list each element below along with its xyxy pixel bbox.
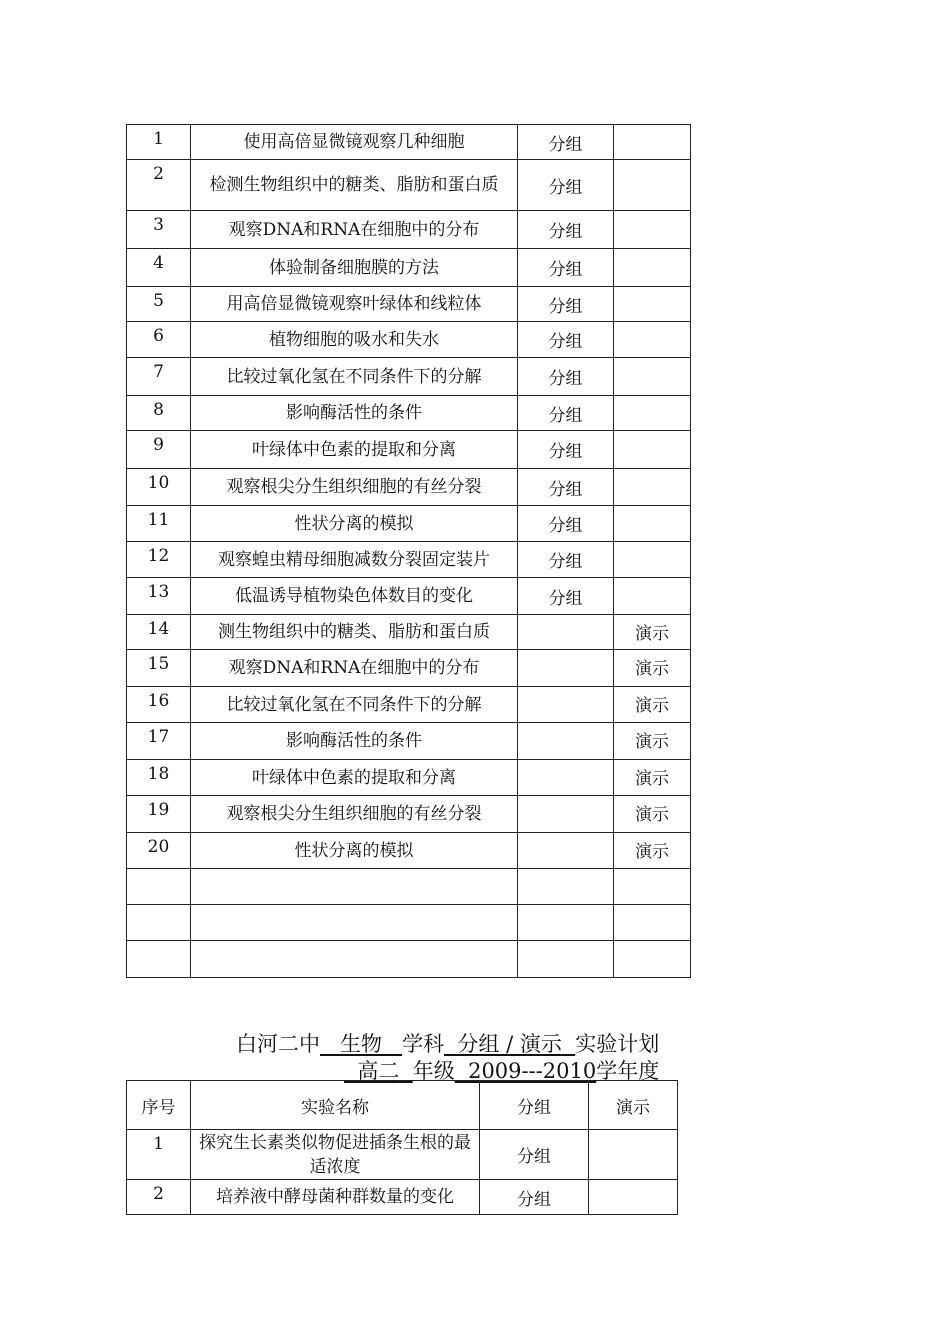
- group-mark: [518, 941, 614, 978]
- demo-mark: [589, 1180, 678, 1215]
- type-value: 分组 / 演示: [457, 1032, 562, 1056]
- demo-mark: [614, 211, 691, 249]
- group-mark: 分组: [480, 1130, 589, 1180]
- group-mark: [518, 833, 614, 869]
- experiment-name: 性状分离的模拟: [191, 506, 518, 542]
- subject-suffix: 学科: [402, 1032, 445, 1056]
- row-number: 1: [127, 125, 191, 160]
- demo-mark: 演示: [614, 760, 691, 796]
- row-number: 19: [127, 796, 191, 833]
- group-mark: [518, 796, 614, 833]
- row-number: 17: [127, 723, 191, 760]
- row-number: 11: [127, 506, 191, 542]
- demo-mark: [614, 578, 691, 615]
- demo-mark: [614, 358, 691, 396]
- row-number: 13: [127, 578, 191, 615]
- experiment-name: 检测生物组织中的糖类、脂肪和蛋白质: [191, 160, 518, 211]
- row-number: 18: [127, 760, 191, 796]
- group-mark: [518, 615, 614, 650]
- group-mark: 分组: [480, 1180, 589, 1215]
- table-row: [127, 833, 691, 869]
- table-row: [127, 469, 691, 506]
- group-mark: 分组: [518, 396, 614, 431]
- experiment-name: 植物细胞的吸水和失水: [191, 322, 518, 358]
- group-mark: [518, 869, 614, 905]
- school-name: 白河二中: [236, 1032, 320, 1056]
- table-row: [127, 249, 691, 287]
- experiment-name: 影响酶活性的条件: [191, 396, 518, 431]
- row-number: 4: [127, 249, 191, 287]
- demo-mark: 演示: [614, 615, 691, 650]
- demo-mark: [614, 542, 691, 578]
- table-row: [127, 723, 691, 760]
- subject-value: 生物: [340, 1032, 383, 1056]
- subject-field: [320, 1032, 402, 1056]
- group-mark: 分组: [518, 358, 614, 396]
- table-row: [127, 322, 691, 358]
- plan-title: [236, 1028, 659, 1058]
- experiment-name: 叶绿体中色素的提取和分离: [191, 760, 518, 796]
- row-number: 2: [127, 160, 191, 211]
- group-mark: [518, 723, 614, 760]
- row-number: 1: [127, 1130, 191, 1180]
- demo-mark: 演示: [614, 687, 691, 723]
- group-mark: 分组: [518, 506, 614, 542]
- group-mark: 分组: [518, 322, 614, 358]
- experiment-name: 培养液中酵母菌种群数量的变化: [191, 1180, 480, 1215]
- group-mark: 分组: [518, 211, 614, 249]
- table-row: [127, 615, 691, 650]
- table-row: [127, 578, 691, 615]
- row-number: 14: [127, 615, 191, 650]
- row-number: 16: [127, 687, 191, 723]
- group-mark: 分组: [518, 160, 614, 211]
- group-mark: 分组: [518, 469, 614, 506]
- table-row: [127, 905, 691, 941]
- row-number: 5: [127, 287, 191, 322]
- group-mark: 分组: [518, 431, 614, 469]
- table-header-row: [127, 1081, 678, 1130]
- demo-mark: 演示: [614, 650, 691, 687]
- experiment-name: 用高倍显微镜观察叶绿体和线粒体: [191, 287, 518, 322]
- experiment-name: 比较过氧化氢在不同条件下的分解: [191, 687, 518, 723]
- header-group: 分组: [480, 1081, 589, 1130]
- demo-mark: [614, 249, 691, 287]
- demo-mark: [614, 431, 691, 469]
- row-number: 6: [127, 322, 191, 358]
- demo-mark: [614, 941, 691, 978]
- group-mark: [518, 905, 614, 941]
- experiment-name: [191, 941, 518, 978]
- row-number: 15: [127, 650, 191, 687]
- table-row: [127, 687, 691, 723]
- header-no: 序号: [127, 1081, 191, 1130]
- demo-mark: 演示: [614, 796, 691, 833]
- group-mark: 分组: [518, 578, 614, 615]
- row-number: 8: [127, 396, 191, 431]
- demo-mark: [614, 125, 691, 160]
- header-name: 实验名称: [191, 1081, 480, 1130]
- table-row: [127, 125, 691, 160]
- table-row: [127, 358, 691, 396]
- table-row: [127, 396, 691, 431]
- experiment-name: 体验制备细胞膜的方法: [191, 249, 518, 287]
- experiment-name: 探究生长素类似物促进插条生根的最适浓度: [191, 1130, 480, 1180]
- table-row: [127, 1180, 678, 1215]
- experiment-name: 比较过氧化氢在不同条件下的分解: [191, 358, 518, 396]
- row-number: 12: [127, 542, 191, 578]
- group-mark: 分组: [518, 287, 614, 322]
- year-suffix: 学年度: [596, 1059, 660, 1083]
- table-row: [127, 160, 691, 211]
- table-row: [127, 431, 691, 469]
- experiment-name: 叶绿体中色素的提取和分离: [191, 431, 518, 469]
- demo-mark: [614, 905, 691, 941]
- experiment-name: 性状分离的模拟: [191, 833, 518, 869]
- demo-mark: [614, 469, 691, 506]
- group-mark: 分组: [518, 249, 614, 287]
- table-row: [127, 542, 691, 578]
- demo-mark: 演示: [614, 723, 691, 760]
- table-row: [127, 796, 691, 833]
- experiment-table-1: [126, 124, 691, 978]
- type-suffix: 实验计划: [575, 1032, 660, 1056]
- experiment-name: [191, 869, 518, 905]
- row-number: [127, 905, 191, 941]
- table-row: [127, 941, 691, 978]
- table-row: [127, 1130, 678, 1180]
- row-number: 10: [127, 469, 191, 506]
- row-number: 7: [127, 358, 191, 396]
- table-row: [127, 211, 691, 249]
- header-demo: 演示: [589, 1081, 678, 1130]
- type-field: [444, 1032, 575, 1056]
- experiment-name: 低温诱导植物染色体数目的变化: [191, 578, 518, 615]
- group-mark: [518, 760, 614, 796]
- row-number: 2: [127, 1180, 191, 1215]
- experiment-name: 观察DNA和RNA在细胞中的分布: [191, 211, 518, 249]
- experiment-name: [191, 905, 518, 941]
- demo-mark: [614, 869, 691, 905]
- grade-suffix: 年级: [412, 1059, 455, 1083]
- experiment-name: 测生物组织中的糖类、脂肪和蛋白质: [191, 615, 518, 650]
- group-mark: [518, 650, 614, 687]
- row-number: 9: [127, 431, 191, 469]
- table-row: [127, 287, 691, 322]
- table-row: [127, 869, 691, 905]
- row-number: 3: [127, 211, 191, 249]
- year-value: 2009---2010: [468, 1059, 597, 1083]
- table-row: [127, 506, 691, 542]
- demo-mark: [614, 396, 691, 431]
- table-row: [127, 650, 691, 687]
- group-mark: 分组: [518, 542, 614, 578]
- experiment-name: 观察蝗虫精母细胞减数分裂固定装片: [191, 542, 518, 578]
- experiment-name: 影响酶活性的条件: [191, 723, 518, 760]
- group-mark: [518, 687, 614, 723]
- experiment-name: 观察根尖分生组织细胞的有丝分裂: [191, 796, 518, 833]
- experiment-name: 观察根尖分生组织细胞的有丝分裂: [191, 469, 518, 506]
- experiment-table-2: [126, 1080, 678, 1215]
- grade-value: 高二: [357, 1059, 400, 1083]
- table-row: [127, 760, 691, 796]
- group-mark: 分组: [518, 125, 614, 160]
- row-number: [127, 869, 191, 905]
- demo-mark: [589, 1130, 678, 1180]
- row-number: [127, 941, 191, 978]
- experiment-name: 使用高倍显微镜观察几种细胞: [191, 125, 518, 160]
- row-number: 20: [127, 833, 191, 869]
- demo-mark: 演示: [614, 833, 691, 869]
- demo-mark: [614, 160, 691, 211]
- experiment-name: 观察DNA和RNA在细胞中的分布: [191, 650, 518, 687]
- demo-mark: [614, 322, 691, 358]
- demo-mark: [614, 287, 691, 322]
- demo-mark: [614, 506, 691, 542]
